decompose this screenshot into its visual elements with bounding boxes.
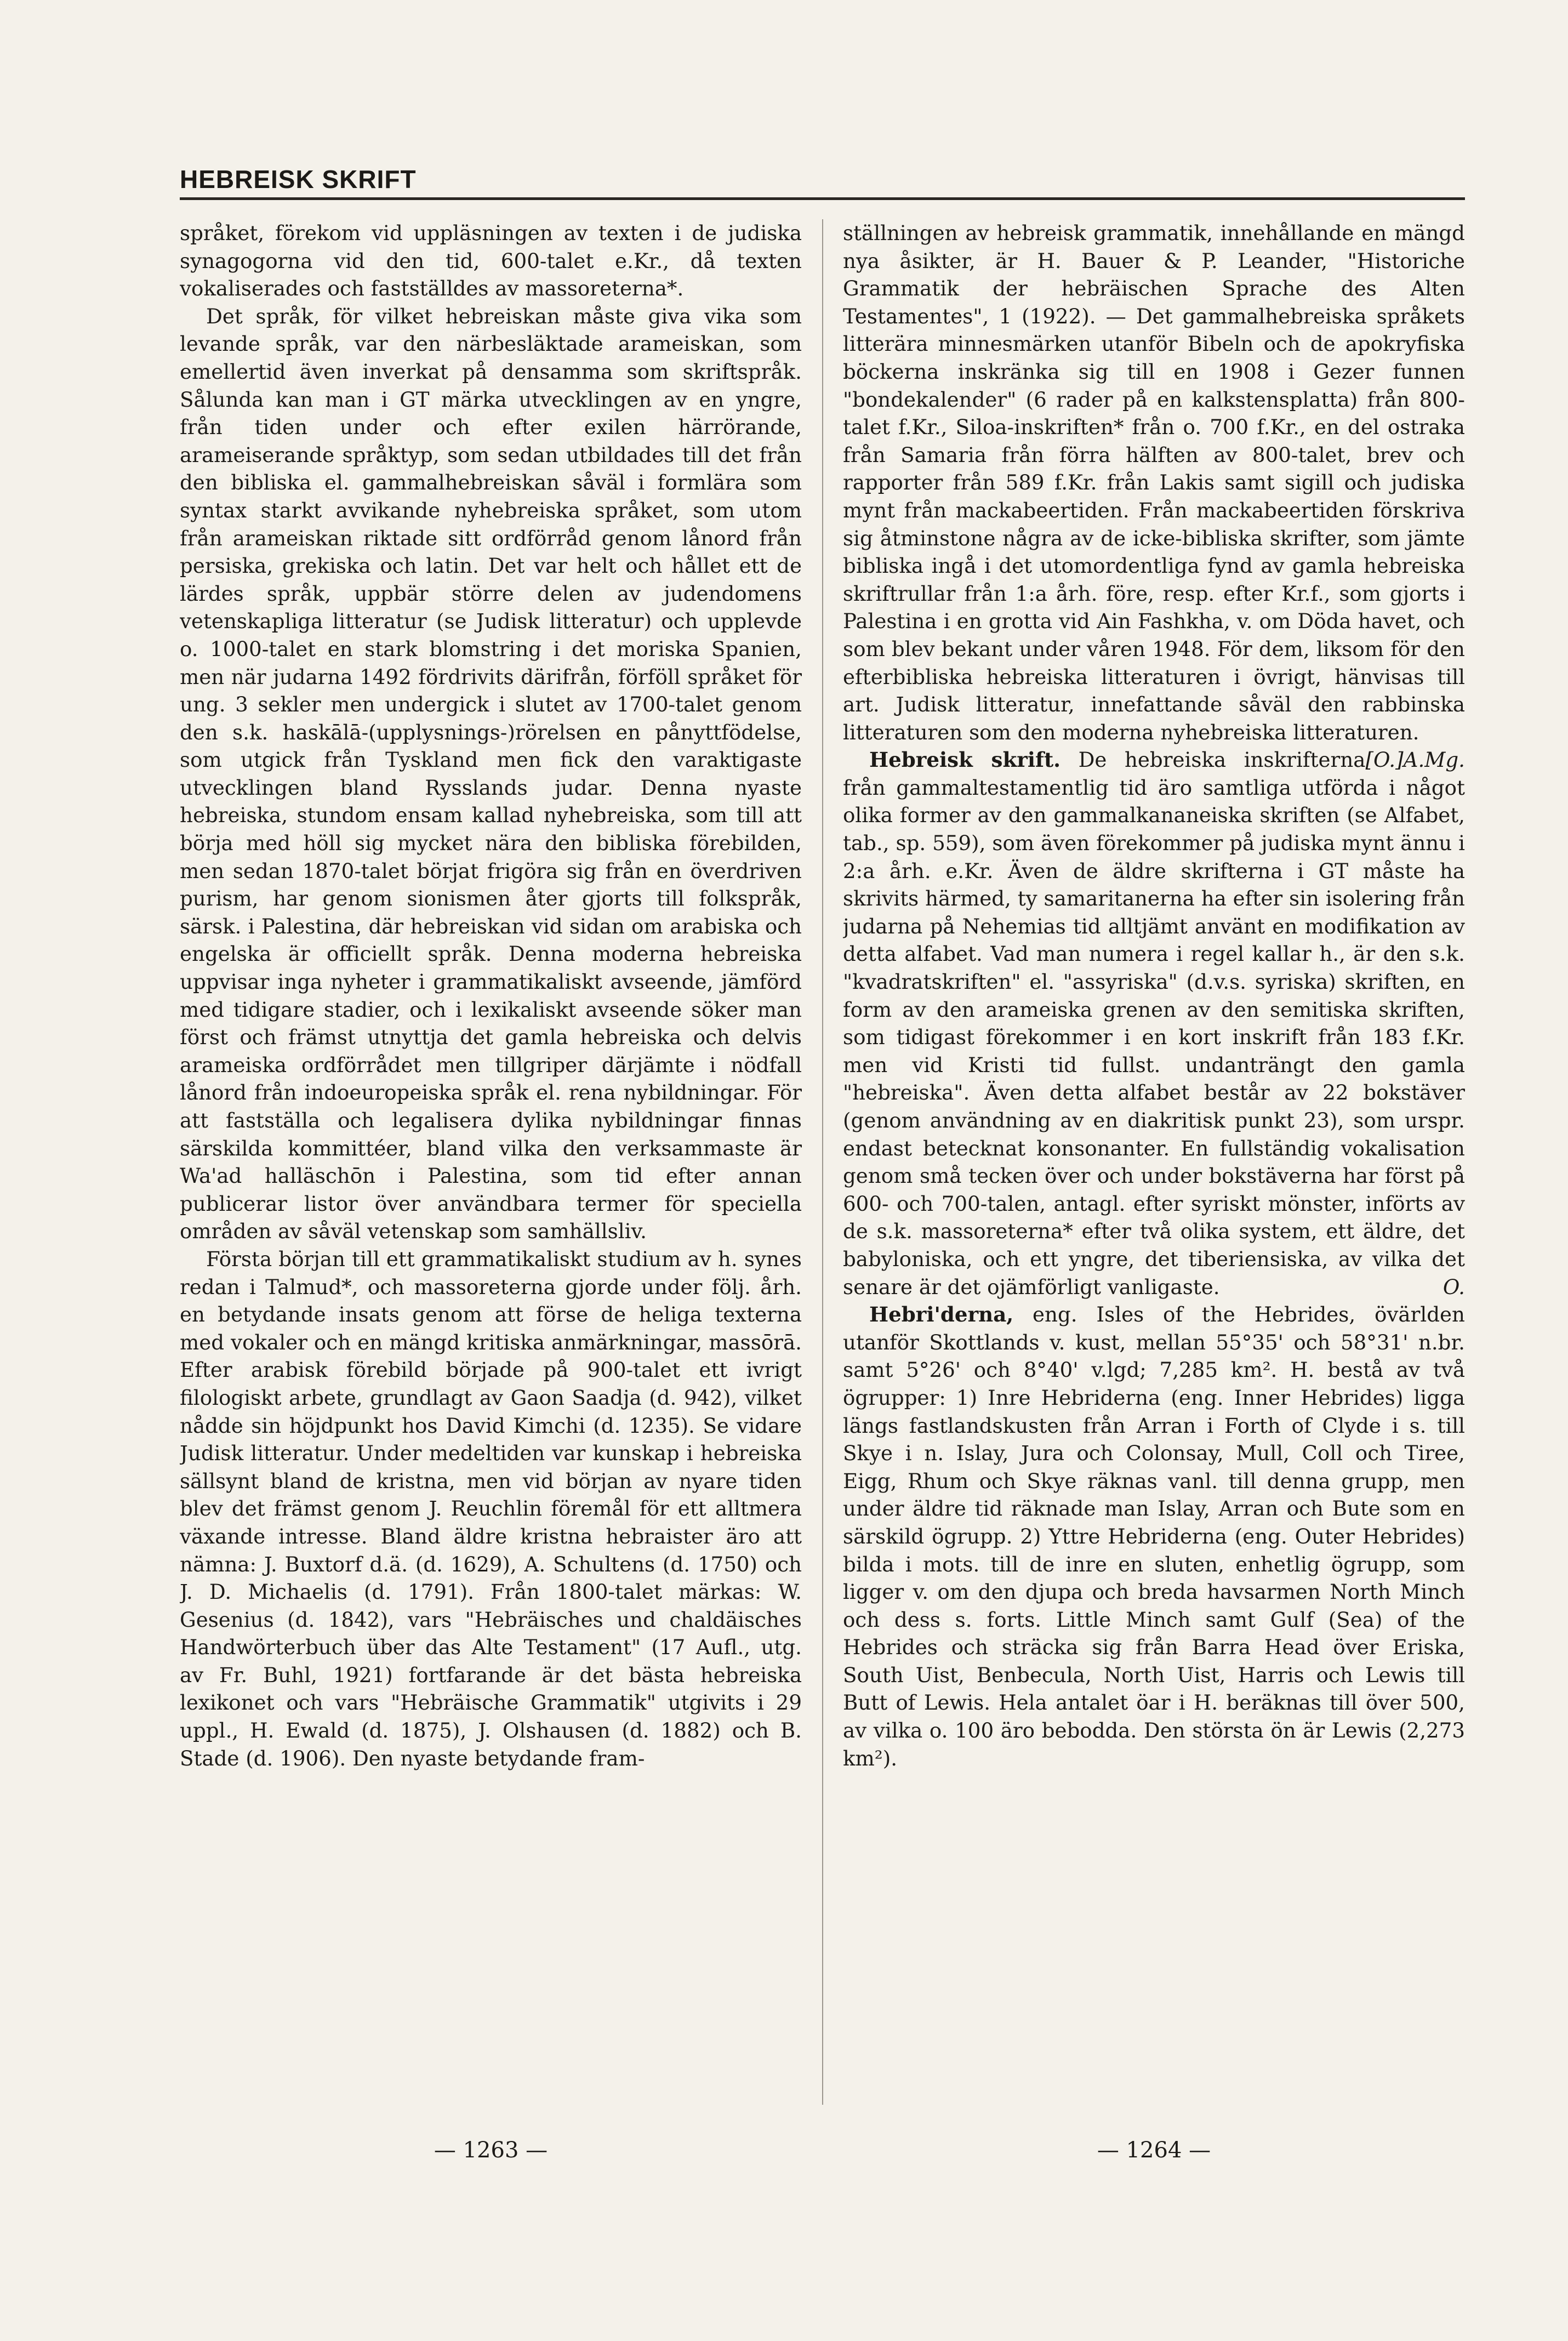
- entry-hebriderna-body: eng. Isles of the Hebrides, övärlden utanför Skottlands v. kust, mellan 55°35' och 58°31' n.br. samt 5°26' och 8°40' v.lgd; 7,285 km². H. bestå av två ögrupper: 1) Inre Hebriderna (eng. Inner Hebrides) ligga längs fastlandskusten från Arran i Forth of Clyde i s. till Skye i n. Islay, Jura och Colonsay, Mull, Coll och Tiree, Eigg, Rhum och Skye räknas vanl. till denna grupp, men under äldre tid räknade man Islay, Arran och Bute som en särskild ögrupp. 2) Yttre Hebriderna (eng. Outer Hebrides) bilda i mots. till de inre en sluten, enhetlig ögrupp, som ligger v. om den djupa och breda havsarmen North Minch och dess s. forts. Little Minch samt Gulf (Sea) of the Hebrides och sträcka sig från Barra Head över Eriska, South Uist, Benbecula, North Uist, Harris och Lewis till Butt of Lewis. Hela antalet öar i H. beräknas till över 500, av vilka o. 100 äro bebodda. Den största ön är Lewis (2,273 km²).: [843, 1302, 1465, 1770]
- entry-hebreisk-skrift: [843, 746, 1465, 1301]
- author-signature-1: [O.]A.Mg.: [1365, 748, 1465, 772]
- column-divider: [822, 219, 823, 2105]
- running-head: HEBREISK SKRIFT: [180, 165, 417, 193]
- headword-hebreisk-skrift: Hebreisk skrift.: [869, 748, 1061, 772]
- headword-hebriderna: Hebri'derna,: [869, 1302, 1014, 1327]
- left-paragraph-1: språket, förekom vid uppläsningen av texten i de judiska synagogorna vid den tid, 600-talet e.Kr., då texten vokaliserades och fastställdes av massoreterna*.: [180, 221, 802, 301]
- left-paragraph-2: Det språk, för vilket hebreiskan måste giva vika som levande språk, var den närbesläktade arameiskan, som emellertid även inverkat på densamma som skriftspråk. Sålunda kan man i GT märka utvecklingen av en yngre, från tiden under och efter exilen härrörande, arameiserande språktyp, som sedan utbildades till det från den bibliska el. gammalhebreiskan såväl i formlära som syntax starkt avvikande nyhebreiska språket, som utom från arameiskan riktade sitt ordförråd genom lånord från persiska, grekiska och latin. Det var helt och hållet ett de lärdes språk, uppbär större delen av judendomens vetenskapliga litteratur (se Judisk litteratur) och upplevde o. 1000-talet en stark blomstring i det moriska Spanien, men när judarna 1492 fördrivits därifrån, förföll språket för ung. 3 sekler men undergick i slutet av 1700-talet genom den s.k. haskālā-(upplysnings-)rörelsen en pånyttfödelse, som utgick från Tyskland men fick den varaktigaste utvecklingen bland Rysslands judar. Denna nyaste hebreiska, stundom ensam kallad nyhebreiska, som till att börja med höll sig mycket nära den bibliska förebilden, men sedan 1870-talet börjat frigöra sig från en överdriven purism, har genom sionismen åter gjorts till folkspråk, särsk. i Palestina, där hebreiskan vid sidan om arabiska och engelska är officiellt språk. Denna moderna hebreiska uppvisar inga nyheter i grammatikaliskt avseende, jämförd med tidigare stadier, och i lexikaliskt avseende söker man först och främst utnyttja det gamla hebreiska och delvis arameiska ordförrådet men tillgriper därjämte i nödfall lånord från indoeuropeiska språk el. rena nybildningar. För att fastställa och legalisera dylika nybildningar finnas särskilda kommittéer, bland vilka den verksammaste är Wa'ad halläschōn i Palestina, som tid efter annan publicerar listor över användbara termer för speciella områden av såväl vetenskap som samhällsliv.: [180, 304, 802, 1244]
- left-paragraph-3: Första början till ett grammatikaliskt studium av h. synes redan i Talmud*, och massoreterna gjorde under följ. årh. en betydande insats genom att förse de heliga texterna med vokaler och en mängd kritiska anmärkningar, massōrā. Efter arabisk förebild började på 900-talet ett ivrigt filologiskt arbete, grundlagt av Gaon Saadja (d. 942), vilket nådde sin höjdpunkt hos David Kimchi (d. 1235). Se vidare Judisk litteratur. Under medeltiden var kunskap i hebreiska sällsynt bland de kristna, men vid början av nyare tiden blev det främst genom J. Reuchlin föremål för ett alltmera växande intresse. Bland äldre kristna hebraister äro att nämna: J. Buxtorf d.ä. (d. 1629), A. Schultens (d. 1750) och J. D. Michaelis (d. 1791). Från 1800-talet märkas: W. Gesenius (d. 1842), vars "Hebräisches und chaldäisches Handwörterbuch über das Alte Testament" (17 Aufl., utg. av Fr. Buhl, 1921) fortfarande är det bästa hebreiska lexikonet och vars "Hebräische Grammatik" utgivits i 29 uppl., H. Ewald (d. 1875), J. Olshausen (d. 1882) och B. Stade (d. 1906). Den nyaste betydande fram-: [180, 1246, 802, 1770]
- entry-hebreisk-skrift-body: De hebreiska inskrifterna från gammaltestamentlig tid äro samtliga utförda i något olika former av den gammalkananeiska skriften (se Alfabet, tab., sp. 559), som även förekommer på judiska mynt ännu i 2:a årh. e.Kr. Även de äldre skrifterna i GT måste ha skrivits härmed, ty samaritanerna ha efter sin isolering från judarna på Nehemias tid alltjämt använt en modifikation av detta alfabet. Vad man numera i regel kallar h., är den s.k. "kvadratskriften" el. "assyriska" (d.v.s. syriska) skriften, en form av den arameiska grenen av den semitiska skriften, som tidigast förekommer i en kort inskrift från 183 f.Kr. men vid Kristi tid fullst. undanträngt den gamla "hebreiska". Även detta alfabet består av 22 bokstäver (genom användning av en diakritisk punkt 23), som urspr. endast betecknat konsonanter. En fullständig vokalisation genom små tecken över och under bokstäverna har först på 600- och 700-talen, antagl. efter syriskt mönster, införts av de s.k. massoreterna* efter två olika system, ett äldre, det babyloniska, och ett yngre, det tiberiensiska, av vilka det senare är det ojämförligt vanligaste.: [843, 748, 1465, 1299]
- page-number-left: — 1263 —: [434, 2138, 548, 2163]
- left-column: [180, 219, 802, 2110]
- author-signature-2: O.: [1442, 1274, 1465, 1299]
- right-column: [843, 219, 1465, 2110]
- page-number-right: — 1264 —: [1097, 2138, 1211, 2163]
- entry-hebriderna: [843, 1301, 1465, 1772]
- right-paragraph-1-text: ställningen av hebreisk grammatik, innehållande en mängd nya åsikter, är H. Bauer & P. Leander, "Historiche Grammatik der hebräischen Sprache des Alten Testamentes", 1 (1922). — Det gammalhebreiska språkets litterära minnesmärken utanför Bibeln och de apokryfiska böckerna inskränka sig till en 1908 i Gezer funnen "bondekalender" (6 rader på en kalkstensplatta) från 800-talet f.Kr., Siloa-inskriften* från o. 700 f.Kr., en del ostraka från Samaria från förra hälften av 800-talet, brev och rapporter från 589 f.Kr. från Lakis samt sigill och judiska mynt från mackabeertiden. Från mackabeertiden förskriva sig åtminstone några av de icke-bibliska skrifter, som jämte bibliska ingå i det utomordentliga fynd av gamla hebreiska skriftrullar från 1:a årh. före, resp. efter Kr.f., som gjorts i Palestina i en grotta vid Ain Fashkha, v. om Döda havet, och som blev bekant under våren 1948. För dem, liksom för den efterbibliska hebreiska litteraturen i övrigt, hänvisas till art. Judisk litteratur, innefattande såväl den rabbinska litteraturen som den moderna nyhebreiska litteraturen.: [843, 221, 1465, 744]
- page-header: [180, 159, 1465, 200]
